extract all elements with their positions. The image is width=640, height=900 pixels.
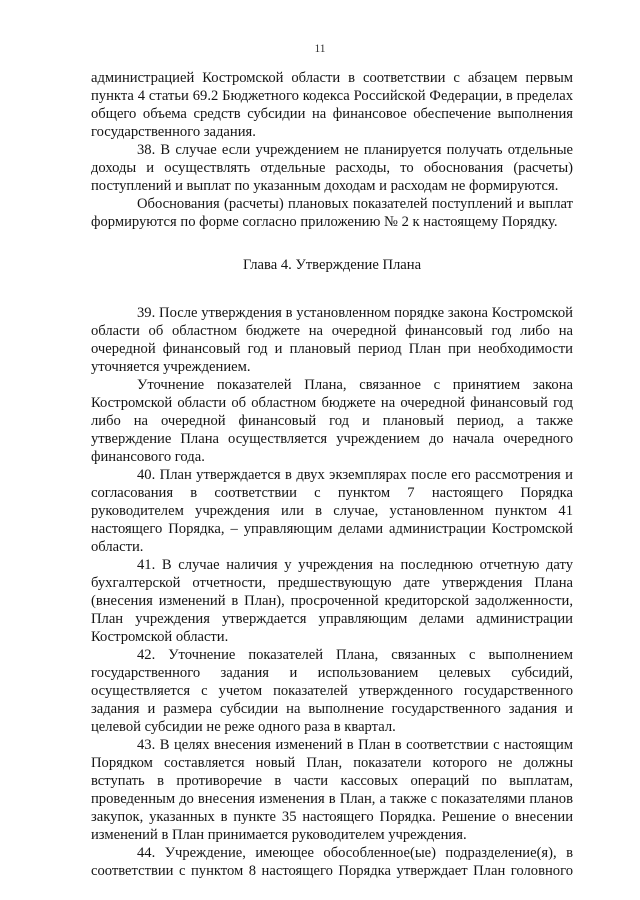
document-body (91, 69, 573, 880)
paragraph-continuation: администрацией Костромской области в соответствии с абзацем первым пункта 4 статьи 69.2 Бюджетного кодекса Российской Федерации, в пределах общего объема средств субсидии на финансовое обеспечение выполнения государственного задания. (91, 70, 573, 140)
paragraph-43: 43. В целях внесения изменений в План в соответствии с настоящим Порядком составляется новый План, показатели которого не должны вступать в противоречие в части кассовых операций по выплатам, проведенным до внесения изменения в План, а также с показателями планов закупок, указанных в пункте 35 настоящего Порядка. Решение о внесении изменений в План принимается руководителем учреждения. (91, 737, 573, 843)
paragraph-39: 39. После утверждения в установленном порядке закона Костромской области об областном бюджете на очередной финансовый год либо на очередной финансовый год и плановый период План при необходимости уточняется учреждением. (91, 305, 573, 375)
paragraph-40: 40. План утверждается в двух экземплярах после его рассмотрения и согласования в соответствии с пунктом 7 настоящего Порядка руководителем учреждения или в случае, установленном пунктом 41 настоящего Порядка, – управляющим делами администрации Костромской области. (91, 467, 573, 555)
paragraph-plan-refinement: Уточнение показателей Плана, связанное с принятием закона Костромской области об областном бюджете на очередной финансовый год либо на очередной финансовый год и плановый период, а также утверждение Плана осуществляется учреждением до начала очередного финансового года. (91, 377, 573, 465)
paragraph-justification-forms: Обоснования (расчеты) плановых показателей поступлений и выплат формируются по форме согласно приложению № 2 к настоящему Порядку. (91, 196, 573, 230)
paragraph-38: 38. В случае если учреждением не планируется получать отдельные доходы и осуществлять отдельные расходы, то обоснования (расчеты) поступлений и выплат по указанным доходам и расходам не формируются. (91, 142, 573, 194)
paragraph-44: 44. Учреждение, имеющее обособленное(ые) подразделение(я), в соответствии с пунктом 8 настоящего Порядка утверждает План головного (91, 845, 573, 879)
page-number: 11 (314, 43, 326, 55)
paragraph-42: 42. Уточнение показателей Плана, связанных с выполнением государственного задания и использованием целевых субсидий, осуществляется с учетом показателей утвержденного государственного задания и размера субсидии на выполнение государственного задания и целевой субсидии не реже одного раза в квартал. (91, 647, 573, 735)
chapter-heading: Глава 4. Утверждение Плана (242, 257, 422, 273)
paragraph-41: 41. В случае наличия у учреждения на последнюю отчетную дату бухгалтерской отчетности, предшествующую дате утверждения Плана (внесения изменений в План), просроченной кредиторской задолженности, План учреждения утверждается управляющим делами администрации Костромской области. (91, 557, 573, 645)
